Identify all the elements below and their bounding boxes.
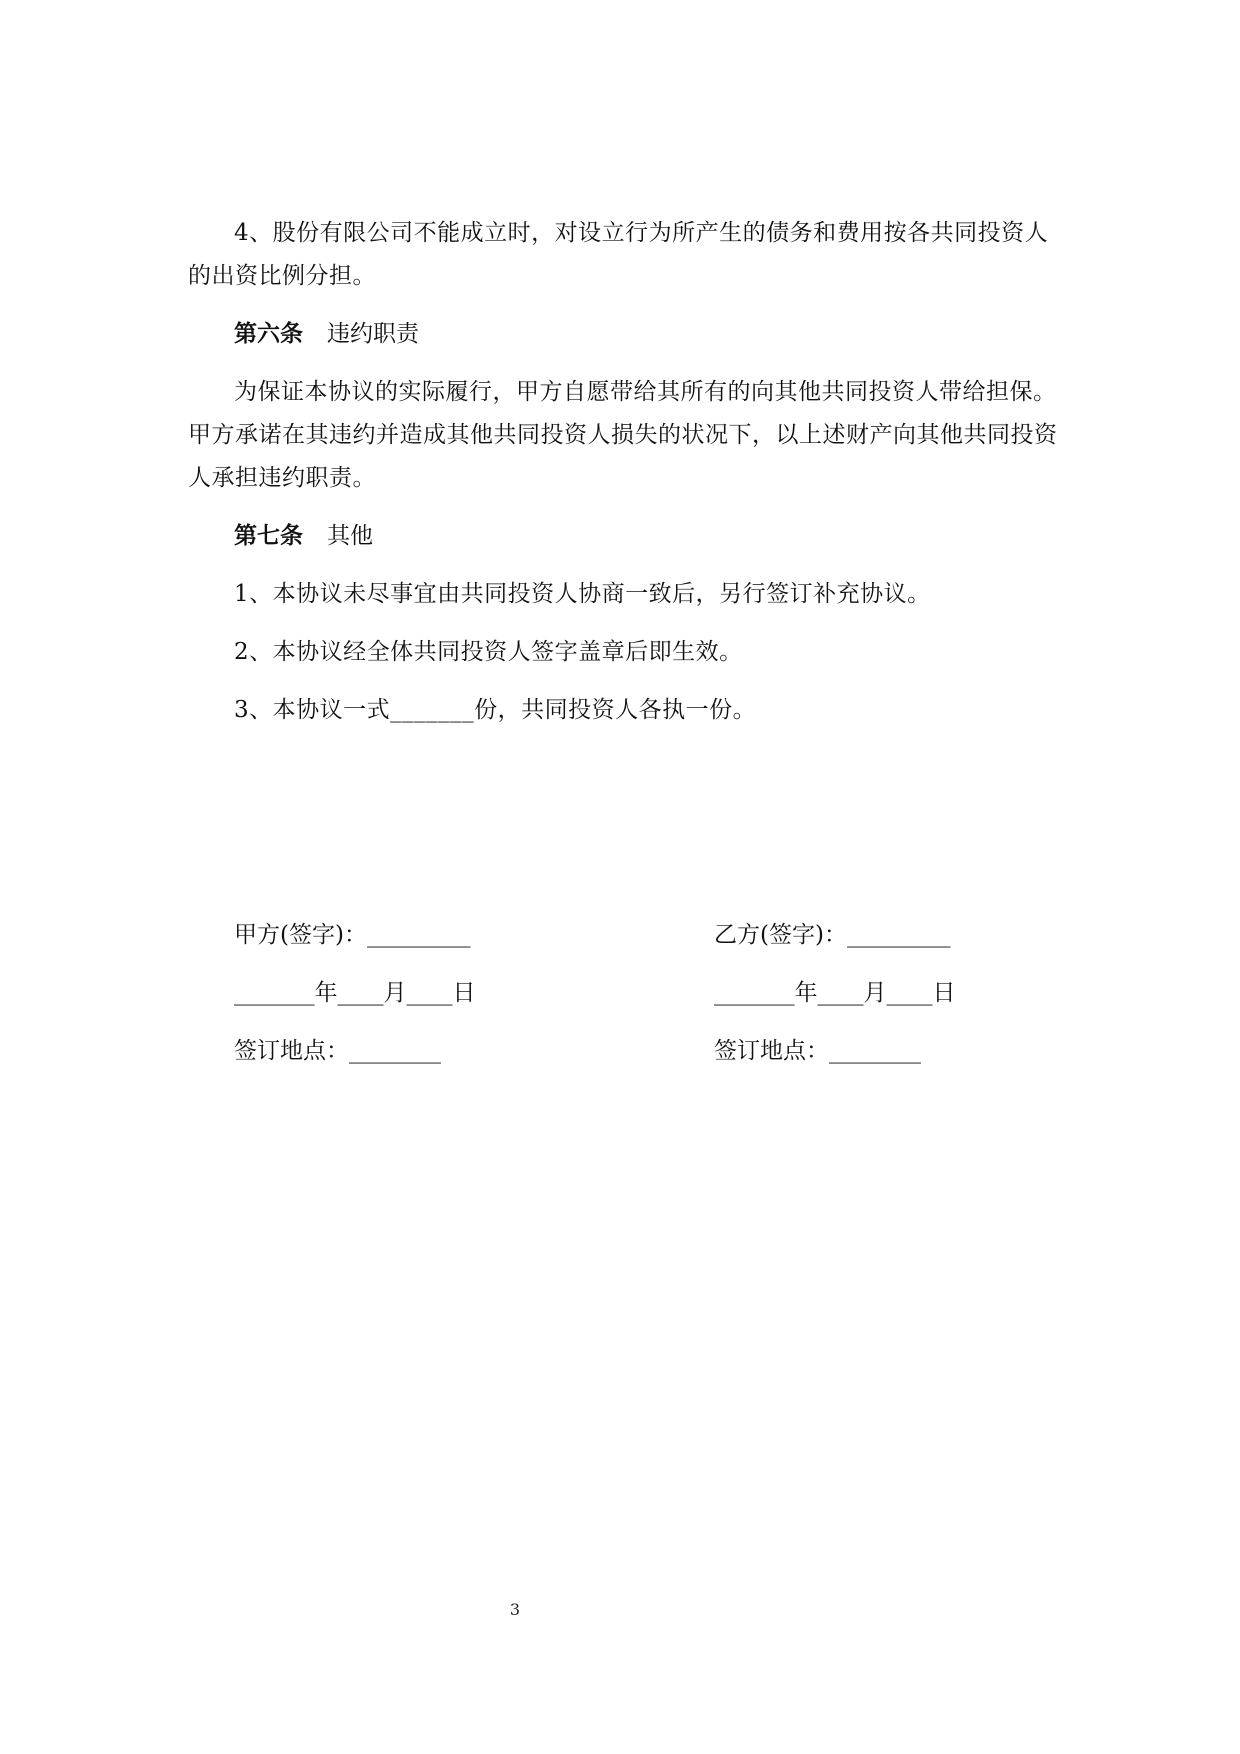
party-a-sign-line: 甲方(签字)：_________ <box>234 922 471 948</box>
article-7-number: 第七条 <box>234 523 303 549</box>
clause-item-4: 4、股份有限公司不能成立时，对设立行为所产生的债务和费用按各共同投资人的出资比例分担。 <box>188 220 1049 289</box>
document-body <box>188 212 1060 732</box>
article-7-item-2: 2、本协议经全体共同投资人签字盖章后即生效。 <box>234 639 743 665</box>
page-number: 3 <box>509 1600 521 1619</box>
party-a-date-line: _______年____月____日 <box>234 980 476 1006</box>
article-7-item-1: 1、本协议未尽事宜由共同投资人协商一致后，另行签订补充协议。 <box>234 581 931 607</box>
party-b-place-line: 签订地点：________ <box>714 1038 921 1064</box>
party-a-place-line: 签订地点：________ <box>234 1038 441 1064</box>
article-7-item-3: 3、本协议一式_______份，共同投资人各执一份。 <box>234 697 757 723</box>
article-7-heading <box>188 515 1060 558</box>
article-7-title: 其他 <box>327 523 373 549</box>
party-b-date-line: _______年____月____日 <box>714 980 956 1006</box>
party-b-sign-line: 乙方(签字)：_________ <box>714 922 951 948</box>
party-b-signature <box>714 914 1074 1088</box>
article-6-text: 为保证本协议的实际履行，甲方自愿带给其所有的向其他共同投资人带给担保。甲方承诺在其违约并造成其他共同投资人损失的状况下，以上述财产向其他共同投资人承担违约职责。 <box>188 379 1058 491</box>
article-6-number: 第六条 <box>234 321 303 347</box>
article-6-title: 违约职责 <box>327 321 419 347</box>
party-a-signature <box>234 914 594 1088</box>
article-6-heading <box>188 313 1060 356</box>
